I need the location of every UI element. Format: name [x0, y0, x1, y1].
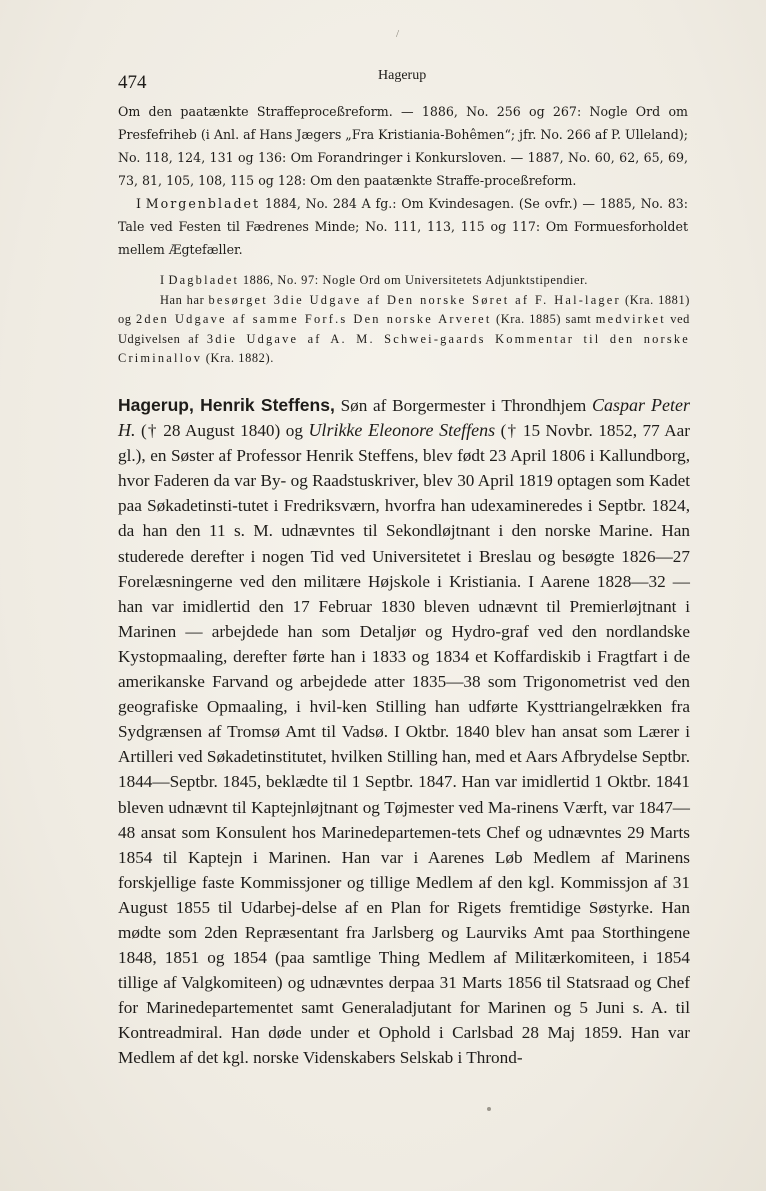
bibliography-paragraph: Om den paatænkte Straffeproceßreform. — 1886, No. 256 og 267: Nogle Ord om Presfefriheb (i Anl. af Hans Jægers „Fra Kristiania-Bohêmen“; jfr. No. 266 af P. Ulleland); No. 118, 124, 131 og 136: Om Forandringer i Konkursloven. — 1887, No. 60, 62, 65, 69, 73, 81, 105, 108, 115 og 128: Om den paatænkte Straffe-proceßreform. [118, 104, 688, 188]
father-name: Caspar Peter H. [118, 395, 690, 441]
biography-entry [118, 393, 690, 1071]
text-run: I [160, 273, 169, 287]
running-head: Hagerup [378, 68, 427, 83]
biography-paragraph [118, 393, 690, 1071]
text-run: 1886, No. 97: Nogle Ord om Universitetets Adjunktstipendier. [239, 273, 588, 287]
text-run: I [136, 196, 146, 211]
bibliography-roman [118, 271, 690, 369]
text-run: Søn af Borgermester i Throndhjem [334, 396, 593, 415]
margin-mark: / [396, 28, 400, 40]
text-run: (Kra. 1882). [202, 351, 274, 365]
text-run: († 15 Novbr. 1852, 77 Aar gl.), en Søster af Professor Henrik Steffens, blev født 23 April 1806 i Kallundborg, hvor Faderen da var By- og Raadstuskriver, blev 30 April 1819 optagen som Kadet paa Søkadetinsti-tutet i Fredriksværn, hvorfra han udexamineredes i Septbr. 1824, da han den 11 s. M. udnævntes til Sekondløjtnant i den norske Marine. Han studerede derefter i nogen Tid ved Universitetet i Breslau og besøgte 1826—27 Forelæsningerne ved den militære Højskole i Kristiania. I Aarene 1828—32 — han var imidlertid den 17 Februar 1830 bleven udnævnt til Premierløjtnant i Marinen — arbejdede han som Detaljør og Hydro-graf ved den nordlandske Kystopmaaling, derefter førte han i 1833 og 1834 et Koffardiskib i Fragtfart i de amerikanske Farvand og arbejdede atter 1835—38 som Trigonometrist ved den geografiske Opmaaling, i hvil-ken Stilling han udførte Kysttriangelrækken fra Sydgrænsen af Tromsø Amt til Vadsø. I Oktbr. 1840 blev han ansat som Lærer i Artilleri ved Søkadetinstitutet, hvilken Stilling han, med et Aars Afbrydelse Septbr. 1844—Septbr. 1845, beklædte til 1 Septbr. 1847. Han var imidlertid 1 Oktbr. 1841 bleven udnævnt til Kaptejnløjtnant og Tøjmester ved Ma-rinens Værft, var 1847—48 ansat som Konsulent hos Marinedepartemen-tets Chef og udnævntes 29 Marts 1854 til Kaptejn i Marinen. Han var i Aarenes Løb Medlem af Marinens forskjellige faste Kommissjoner og tillige Medlem af den kgl. Kommissjon af 31 August 1855 til Udarbej-delse af en Plan for Rigets fremtidige Søstyrke. Han mødte som 2den Repræsentant fra Jarlsberg og Laurviks Amt paa Storthingene 1848, 1851 og 1854 (paa samtlige Thing Medlem af Militærkomiteen, i 1854 tillige af Valgkomiteen) og udnævntes derpaa 31 Marts 1856 til Statsraad og Chef for Marinedepartementet samt Generaladjutant for Marinen og 5 Juni s. A. til Kontreadmiral. Han døde under et Ophold i Carlsbad 28 Maj 1859. Han var Medlem af det kgl. norske Videnskabers Selskab i Thrond- [118, 421, 690, 1068]
paper-speck [487, 1107, 491, 1111]
text-run: Han har [160, 292, 209, 307]
text-run: (Kra. 1885) samt [491, 312, 596, 326]
text-run: (Kra. 1881) og [118, 292, 690, 326]
text-run: († 28 August 1840) og [135, 421, 309, 441]
bibliography-fraktur [118, 100, 688, 261]
mother-name: Ulrikke Eleonore Steffens [308, 420, 496, 441]
bibliography-paragraph [118, 291, 690, 369]
spaced-text: 3die Udgave af A. M. Schwei-gaards Kommentar til den norske Criminallov [118, 331, 690, 365]
entry-headword: Hagerup, Henrik Steffens, [118, 395, 335, 415]
newspaper-title: Morgenbladet [145, 196, 261, 211]
spaced-text: 2den Udgave af samme Forf.s Den norske Arveret [136, 312, 492, 326]
spaced-text: medvirket [595, 312, 666, 326]
text-run: ved Udgivelsen af [118, 312, 690, 346]
bibliography-paragraph [118, 271, 690, 291]
newspaper-title: Dagbladet [168, 273, 240, 287]
bibliography-paragraph [118, 192, 688, 261]
spaced-text: besørget 3die Udgave af Den norske Søret af F. Hal-lager [208, 292, 621, 307]
text-run: 1884, No. 284 A fg.: Om Kvindesagen. (Se ovfr.) — 1885, No. 83: Tale ved Festen til Fædrenes Minde; No. 111, 113, 115 og 117: Om Formuesforholdet mellem Ægtefæller. [118, 196, 689, 257]
page-number: 474 [118, 72, 147, 93]
